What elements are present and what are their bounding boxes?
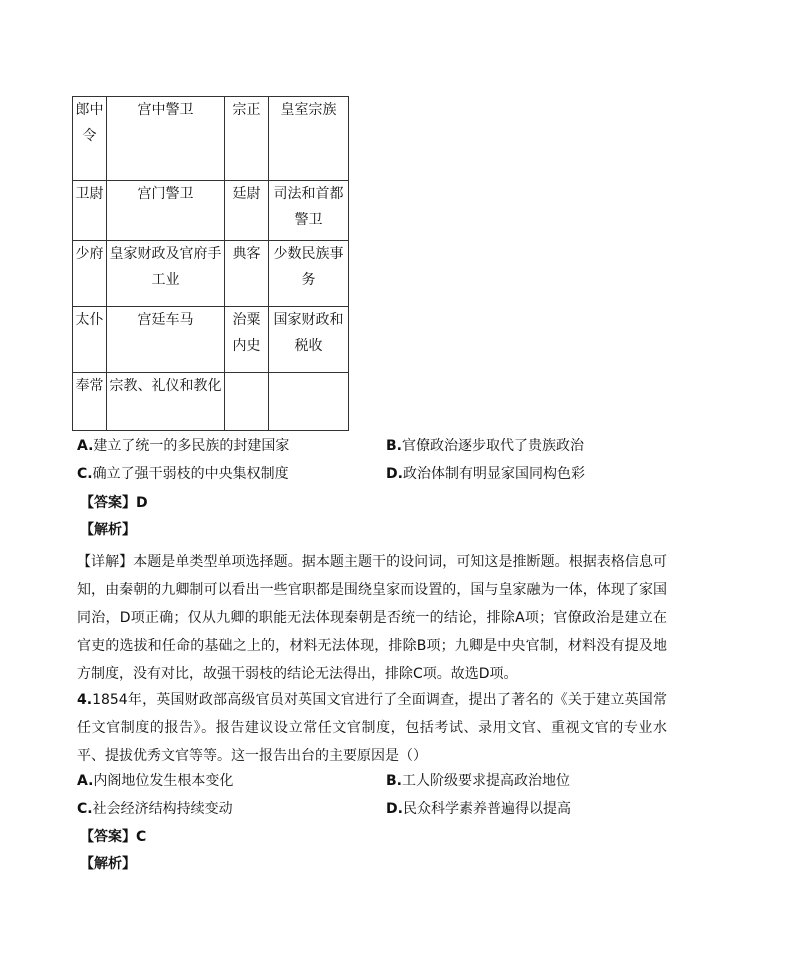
- q3-answer: 【答案】D: [80, 495, 148, 511]
- q3-analysis-tag: 【解析】: [80, 522, 136, 538]
- table-cell: 宫中警卫: [107, 97, 225, 181]
- option-letter: B.: [386, 773, 402, 789]
- q3-option-a: [77, 436, 289, 456]
- option-text: 确立了强干弱枝的中央集权制度: [92, 466, 289, 482]
- q3-option-d: [386, 464, 585, 484]
- table-cell: 太仆: [73, 307, 107, 373]
- q3-detail-paragraph: 【详解】本题是单类型单项选择题。据本题主题干的设问词，可知这是推断题。根据表格信息可知，由秦朝的九卿制可以看出一些官职都是围绕皇家而设置的，国与皇家融为一体，体现了家国同治，D项正确；仅从九卿的职能无法体现秦朝是否统一的结论，排除A项；官僚政治是建立在官吏的选拔和任命的基础之上的，材料无法体现，排除B项；九卿是中央官制，材料没有提及地方制度，没有对比，故强干弱枝的结论无法得出，排除C项。故选D项。: [77, 554, 667, 682]
- table-cell: 郎中令: [73, 97, 107, 181]
- q4-option-b: [386, 771, 570, 791]
- q4-option-c: [77, 799, 233, 819]
- option-text: 建立了统一的多民族的封建国家: [93, 438, 290, 454]
- table-cell: 奉常: [73, 373, 107, 431]
- table-row: [73, 307, 349, 373]
- table-row: [73, 241, 349, 307]
- q4-option-d: [386, 799, 571, 819]
- table-cell: 少府: [73, 241, 107, 307]
- table-cell: 皇室宗族: [269, 97, 349, 181]
- q3-option-c: [77, 464, 289, 484]
- table-cell: 宫门警卫: [107, 181, 225, 241]
- table-row: [73, 97, 349, 181]
- table-cell: 国家财政和税收: [269, 307, 349, 373]
- table-cell: 治粟内史: [225, 307, 269, 373]
- table-cell: 司法和首都警卫: [269, 181, 349, 241]
- q4-stem: [77, 686, 667, 770]
- option-text: 政治体制有明显家国同构色彩: [402, 466, 585, 482]
- table-cell: 典客: [225, 241, 269, 307]
- q4-option-a: [77, 771, 233, 791]
- table-cell: 廷尉: [225, 181, 269, 241]
- table-cell: 少数民族事务: [269, 241, 349, 307]
- option-text: 社会经济结构持续变动: [92, 801, 233, 817]
- table-cell: 卫尉: [73, 181, 107, 241]
- nine-ministers-table: [72, 96, 349, 431]
- option-letter: A.: [77, 438, 94, 454]
- q4-answer: 【答案】C: [80, 829, 147, 845]
- option-text: 内阁地位发生根本变化: [93, 773, 234, 789]
- option-letter: A.: [77, 773, 94, 789]
- question-stem-text: 1854年，英国财政部高级官员对英国文官进行了全面调查，提出了著名的《关于建立英国常任文官制度的报告》。报告建议设立常任文官制度，包括考试、录用文官、重视文官的专业水平、提拔优秀文官等等。这一报告出台的主要原因是（）: [77, 692, 667, 764]
- table-cell: 宗教、礼仪和教化: [107, 373, 225, 431]
- option-text: 官僚政治逐步取代了贵族政治: [402, 438, 584, 454]
- option-letter: D.: [386, 801, 403, 817]
- table-cell: 宗正: [225, 97, 269, 181]
- table-row: [73, 373, 349, 431]
- table-cell: [225, 373, 269, 431]
- option-letter: C.: [77, 801, 93, 817]
- table-cell: 皇家财政及官府手工业: [107, 241, 225, 307]
- option-letter: D.: [386, 466, 403, 482]
- table-cell: [269, 373, 349, 431]
- table-row: [73, 181, 349, 241]
- q3-option-b: [386, 436, 584, 456]
- q4-analysis-tag: 【解析】: [80, 856, 136, 872]
- table-cell: 宫廷车马: [107, 307, 225, 373]
- question-number: 4.: [77, 692, 93, 708]
- option-letter: C.: [77, 466, 93, 482]
- option-letter: B.: [386, 438, 402, 454]
- option-text: 民众科学素养普遍得以提高: [402, 801, 571, 817]
- option-text: 工人阶级要求提高政治地位: [402, 773, 570, 789]
